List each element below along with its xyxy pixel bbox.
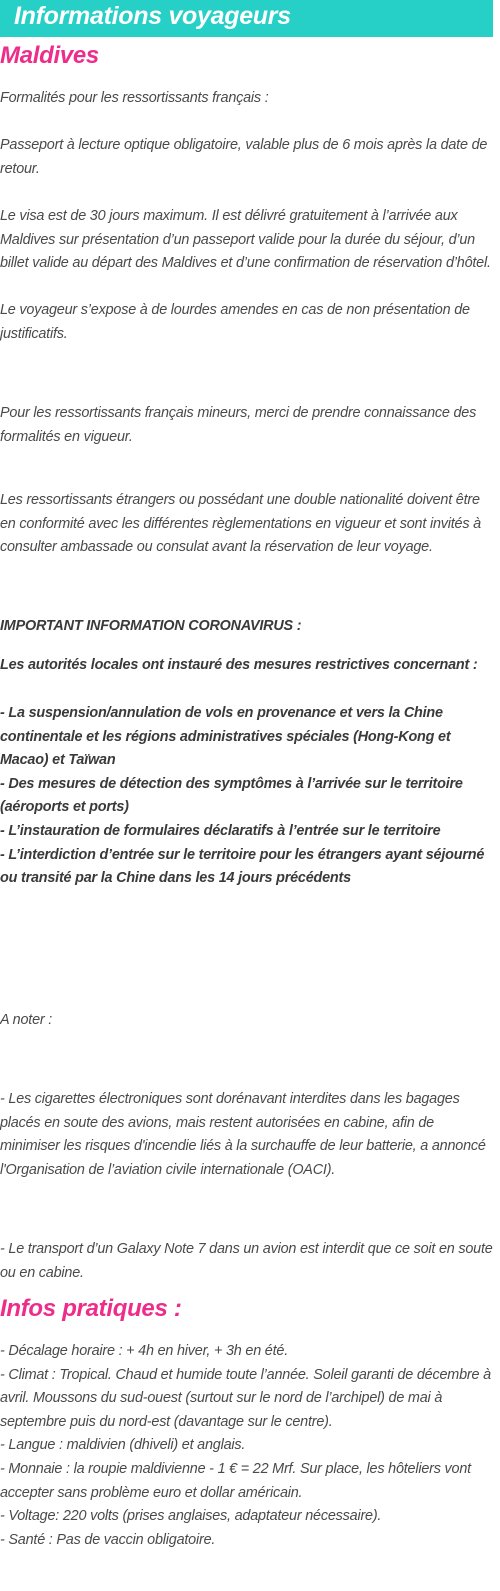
page-title: Informations voyageurs: [14, 2, 291, 30]
corona-list: [0, 702, 496, 891]
section-title-infos-pratiques: Infos pratiques :: [0, 1295, 182, 1322]
mineurs-text: Pour les ressortissants français mineurs, merci de prendre connaissance des formalités en vigueur.: [0, 405, 477, 445]
header-bar: [0, 0, 493, 37]
passeport-text: Passeport à lecture optique obligatoire, valable plus de 6 mois après la date de retour.: [0, 137, 488, 177]
cigarettes-text: - Les cigarettes électroniques sont dorénavant interdites dans les bagages placés en soute des avions, mais restent autorisées en cabine, afin de minimiser les risques d'incendie liés à la surchauffe de leur batterie, a annoncé l'Organisation de l’aviation civile internationale (OACI).: [0, 1091, 486, 1178]
corona-intro: Les autorités locales ont instauré des mesures restrictives concernant :: [0, 657, 478, 673]
amendes-text: Le voyageur s’expose à de lourdes amendes en cas de non présentation de justificatifs.: [0, 302, 470, 342]
formalites-intro: Formalités pour les ressortissants français :: [0, 90, 269, 106]
section-title-maldives: Maldives: [0, 42, 99, 69]
info-item: - Décalage horaire : + 4h en hiver, + 3h en été.: [0, 1343, 289, 1359]
corona-title: IMPORTANT INFORMATION CORONAVIRUS :: [0, 618, 302, 634]
corona-item: - La suspension/annulation de vols en provenance et vers la Chine continentale et les régions administratives spéciales (Hong-Kong et Macao) et Taïwan: [0, 705, 451, 769]
info-item: - Voltage: 220 volts (prises anglaises, adaptateur nécessaire).: [0, 1508, 382, 1525]
info-item: - Langue : maldivien (dhiveli) et anglais.: [0, 1437, 246, 1454]
visa-text: Le visa est de 30 jours maximum. Il est délivré gratuitement à l’arrivée aux Maldives sur présentation d’un passeport valide pour la durée du séjour, d’un billet valide au départ des Maldives et d’une confirmation de réservation d’hôtel.: [0, 208, 491, 272]
corona-item: - Des mesures de détection des symptômes à l’arrivée sur le territoire (aéroports et ports): [0, 775, 463, 816]
corona-item: - L’instauration de formulaires déclaratifs à l’entrée sur le territoire: [0, 822, 441, 839]
etrangers-text: Les ressortissants étrangers ou possédant une double nationalité doivent être en conformité avec les différentes règlementations en vigueur et sont invités à consulter ambassade ou consulat avant la réservation de leur voyage.: [0, 492, 481, 556]
info-item: - Santé : Pas de vaccin obligatoire.: [0, 1531, 216, 1548]
infos-list: [0, 1340, 496, 1552]
info-item: - Monnaie : la roupie maldivienne - 1 € = 22 Mrf. Sur place, les hôteliers vont accepter sans problème euro et dollar américain.: [0, 1460, 471, 1501]
galaxy-text: - Le transport d’un Galaxy Note 7 dans un avion est interdit que ce soit en soute ou en cabine.: [0, 1241, 493, 1281]
a-noter-label: A noter :: [0, 1012, 53, 1028]
corona-item: - L’interdiction d’entrée sur le territoire pour les étrangers ayant séjourné ou transité par la Chine dans les 14 jours précédents: [0, 846, 485, 887]
info-item: - Climat : Tropical. Chaud et humide toute l’année. Soleil garanti de décembre à avril. Moussons du sud-ouest (surtout sur le nord de l’archipel) de mai à septembre puis du nord-est (davantage sur le centre).: [0, 1366, 491, 1430]
